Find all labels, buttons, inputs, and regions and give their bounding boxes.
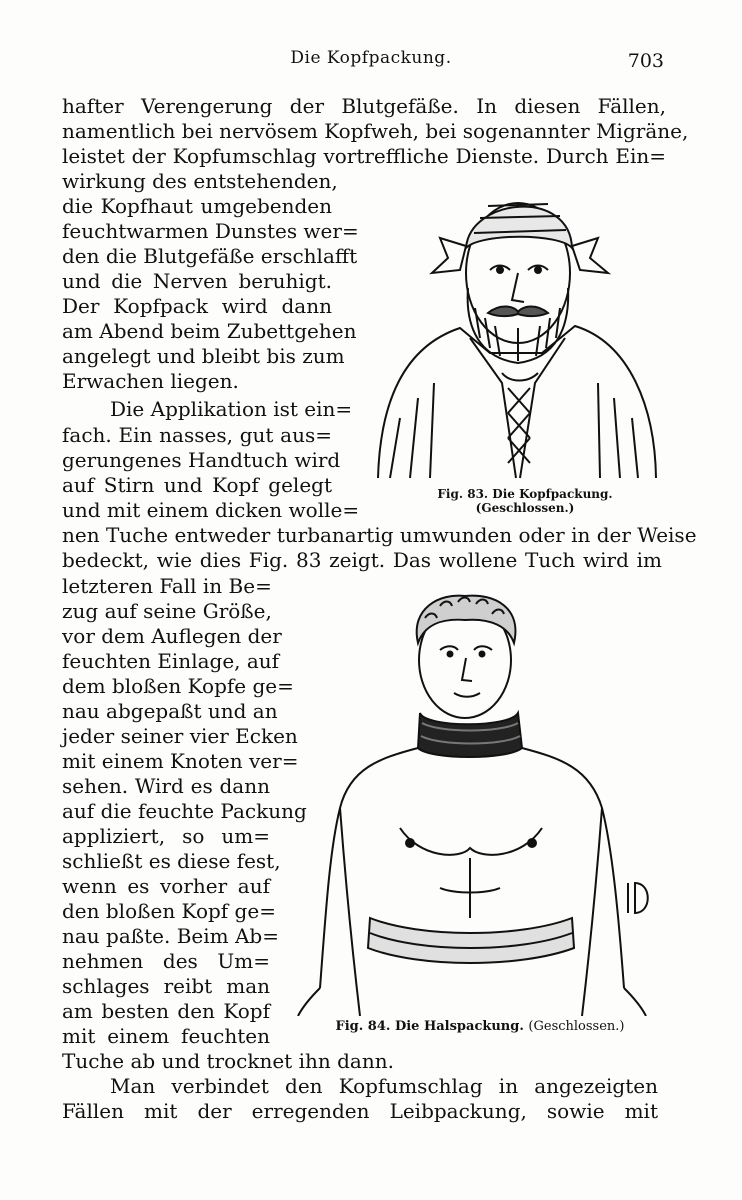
page-header — [0, 48, 742, 78]
body-line: gerungenes Handtuch wird — [62, 448, 341, 472]
fig84-illustration — [290, 588, 670, 1016]
body-line: und die Nerven beruhigt. — [62, 269, 332, 293]
body-line: Fällen mit der erregenden Leibpackung, sowie mit — [62, 1099, 658, 1123]
body-line: wirkung des entstehenden, — [62, 169, 338, 193]
body-line: nau abgepaßt und an — [62, 699, 278, 723]
running-title: Die Kopfpackung. — [290, 48, 452, 68]
body-line: Die Applikation ist ein= — [110, 397, 353, 421]
body-line: wenn es vorher auf — [62, 874, 270, 898]
body-line: Erwachen liegen. — [62, 369, 239, 393]
body-line: namentlich bei nervösem Kopfweh, bei sogenannter Migräne, — [62, 119, 689, 143]
page-number: 703 — [627, 50, 664, 72]
body-line: Der Kopfpack wird dann — [62, 294, 332, 318]
body-line: die Kopfhaut umgebenden — [62, 194, 332, 218]
body-line: feuchten Einlage, auf — [62, 649, 280, 673]
body-line: vor dem Auflegen der — [62, 624, 282, 648]
fig83-caption-title: Fig. 83. Die Kopfpackung. — [437, 487, 613, 501]
body-line: schließt es diese fest, — [62, 849, 281, 873]
body-line: nau paßte. Beim Ab= — [62, 924, 279, 948]
fig84-caption-title: Fig. 84. Die Halspackung. — [335, 1019, 524, 1034]
body-line: zug auf seine Größe, — [62, 599, 272, 623]
body-line: Man verbindet den Kopfumschlag in angezeigten — [110, 1074, 658, 1098]
body-line: bedeckt, wie dies Fig. 83 zeigt. Das wollene Tuch wird im — [62, 548, 662, 572]
body-line: fach. Ein nasses, gut aus= — [62, 423, 332, 447]
fig84-caption-sub: (Geschlossen.) — [528, 1019, 625, 1034]
body-line: leistet der Kopfumschlag vortreffliche Dienste. Durch Ein= — [62, 144, 666, 168]
body-line: appliziert, so um= — [62, 824, 270, 848]
body-line: den bloßen Kopf ge= — [62, 899, 276, 923]
body-line: hafter Verengerung der Blutgefäße. In diesen Fällen, — [62, 94, 666, 118]
body-line: mit einem feuchten — [62, 1024, 270, 1048]
body-line: Tuche ab und trocknet ihn dann. — [62, 1049, 394, 1073]
body-line: schlages reibt man — [62, 974, 270, 998]
body-line: und mit einem dicken wolle= — [62, 498, 360, 522]
body-line: angelegt und bleibt bis zum — [62, 344, 345, 368]
body-line: den die Blutgefäße erschlafft — [62, 244, 358, 268]
body-line: nehmen des Um= — [62, 949, 270, 973]
body-line: mit einem Knoten ver= — [62, 749, 299, 773]
body-line: dem bloßen Kopfe ge= — [62, 674, 294, 698]
body-line: auf Stirn und Kopf gelegt — [62, 473, 332, 497]
body-line: am besten den Kopf — [62, 999, 270, 1023]
fig83-illustration — [370, 178, 662, 483]
body-line: jeder seiner vier Ecken — [62, 724, 298, 748]
body-line: am Abend beim Zubettgehen — [62, 319, 357, 343]
body-line: sehen. Wird es dann — [62, 774, 270, 798]
body-line: nen Tuche entweder turbanartig umwunden oder in der Weise — [62, 523, 697, 547]
fig83-caption — [380, 487, 670, 515]
body-line: letzteren Fall in Be= — [62, 574, 272, 598]
fig83-caption-sub: (Geschlossen.) — [475, 501, 575, 515]
body-line: feuchtwarmen Dunstes wer= — [62, 219, 359, 243]
body-line: auf die feuchte Packung — [62, 799, 307, 823]
fig84-caption — [300, 1019, 660, 1034]
